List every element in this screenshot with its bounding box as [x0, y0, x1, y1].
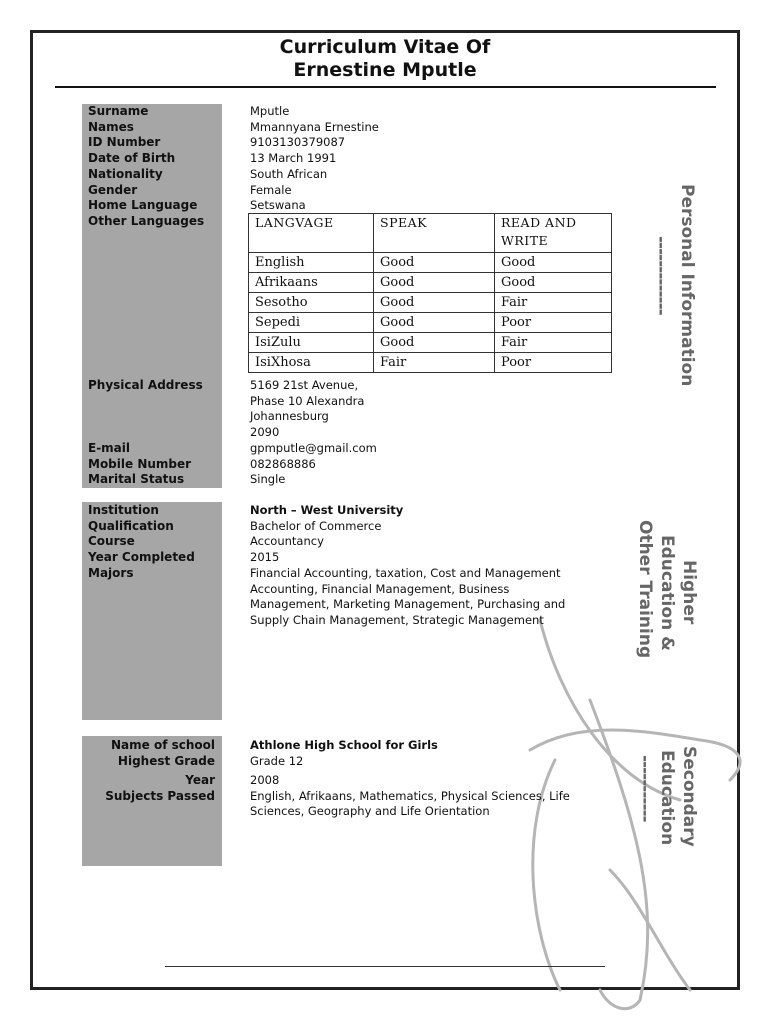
value-subjects-passed: English, Afrikaans, Mathematics, Physical Sciences, Life Sciences, Geography and Life Orientation	[250, 788, 570, 819]
value-surname: Mputle	[250, 104, 290, 118]
label-home-language: Home Language	[88, 198, 198, 213]
value-nationality: South African	[250, 166, 328, 181]
label-id-number: ID Number	[88, 135, 161, 150]
label-nationality: Nationality	[88, 166, 163, 181]
label-names: Names	[88, 119, 134, 134]
value-highest-grade: Grade 12	[250, 753, 304, 768]
value-home-language: Setswana	[250, 198, 306, 213]
value-year: 2008	[250, 773, 280, 787]
value-mobile-number: 082868886	[250, 456, 316, 471]
signature-line	[165, 966, 605, 967]
label-name-of-school: Name of school	[110, 738, 215, 752]
value-school: Athlone High School for Girls	[250, 738, 438, 752]
label-gender: Gender	[88, 182, 138, 197]
language-cell: IsiZulu	[249, 333, 374, 353]
value-date-of-birth: 13 March 1991	[250, 151, 337, 166]
label-institution: Institution	[88, 503, 159, 517]
read-write-cell: Poor	[495, 313, 612, 333]
table-row	[249, 313, 612, 333]
label-subjects-passed: Subjects Passed	[105, 788, 215, 803]
value-marital-status: Single	[250, 472, 286, 487]
read-write-cell: Good	[495, 253, 612, 273]
value-year-completed: 2015	[250, 550, 280, 565]
table-row	[249, 353, 612, 373]
value-names: Mmannyana Ernestine	[250, 119, 379, 134]
header-language: LANGVAGE	[249, 214, 374, 253]
table-row	[249, 333, 612, 353]
read-write-cell: Fair	[495, 333, 612, 353]
header-speak: SPEAK	[374, 214, 495, 253]
value-id-number: 9103130379087	[250, 135, 346, 150]
personal-section-dashes: -------------	[651, 236, 671, 315]
higher-ed-title-line-1: Higher	[679, 560, 699, 625]
speak-cell: Good	[374, 273, 495, 293]
speak-cell: Good	[374, 293, 495, 313]
label-course: Course	[88, 534, 135, 549]
value-qualification: Bachelor of Commerce	[250, 518, 382, 533]
language-cell: Afrikaans	[249, 273, 374, 293]
higher-ed-title-line-3: Other Training	[635, 520, 655, 659]
secondary-ed-title-line-1: Secondary	[679, 746, 699, 847]
value-institution: North – West University	[250, 503, 404, 517]
label-year-completed: Year Completed	[88, 550, 195, 565]
label-date-of-birth: Date of Birth	[88, 151, 176, 166]
label-mobile-number: Mobile Number	[88, 456, 192, 471]
languages-table	[248, 213, 612, 373]
title-line-1: Curriculum Vitae Of	[279, 36, 491, 58]
address-line-3: Johannesburg	[250, 409, 329, 424]
language-cell: Sepedi	[249, 313, 374, 333]
table-row	[249, 293, 612, 313]
secondary-ed-title-line-2: Education	[657, 750, 677, 846]
speak-cell: Good	[374, 253, 495, 273]
title-line-2: Ernestine Mputle	[293, 59, 477, 81]
cv-title	[0, 36, 770, 82]
label-physical-address: Physical Address	[88, 378, 203, 392]
header-read-write: READ AND WRITE	[495, 214, 612, 253]
speak-cell: Good	[374, 333, 495, 353]
label-majors: Majors	[88, 565, 134, 580]
read-write-cell: Poor	[495, 353, 612, 373]
label-qualification: Qualification	[88, 518, 174, 533]
label-year: Year	[185, 773, 215, 787]
label-marital-status: Marital Status	[88, 472, 185, 487]
title-divider	[55, 86, 716, 88]
value-gender: Female	[250, 182, 292, 197]
address-line-4: 2090	[250, 425, 280, 440]
table-row	[249, 273, 612, 293]
value-majors: Financial Accounting, taxation, Cost and Management Accounting, Financial Management, Business Management, Marketing Management, Purchasing and Supply Chain Management, Strategic Management	[250, 565, 566, 627]
read-write-cell: Good	[495, 273, 612, 293]
secondary-ed-dashes: -----------	[635, 755, 655, 822]
languages-header-row	[249, 214, 612, 253]
language-cell: IsiXhosa	[249, 353, 374, 373]
personal-section-title: Personal Information	[677, 184, 697, 387]
read-write-cell: Fair	[495, 293, 612, 313]
language-cell: Sesotho	[249, 293, 374, 313]
label-other-languages: Other Languages	[88, 213, 205, 228]
label-email: E-mail	[88, 441, 131, 455]
speak-cell: Good	[374, 313, 495, 333]
label-highest-grade: Highest Grade	[117, 753, 215, 768]
table-row	[249, 253, 612, 273]
label-surname: Surname	[88, 104, 149, 118]
language-cell: English	[249, 253, 374, 273]
address-line-2: Phase 10 Alexandra	[250, 393, 365, 408]
value-email: gpmputle@gmail.com	[250, 441, 377, 455]
speak-cell: Fair	[374, 353, 495, 373]
address-line-1: 5169 21st Avenue,	[250, 378, 359, 392]
higher-ed-title-line-2: Education &	[657, 535, 677, 651]
value-course: Accountancy	[250, 534, 324, 549]
